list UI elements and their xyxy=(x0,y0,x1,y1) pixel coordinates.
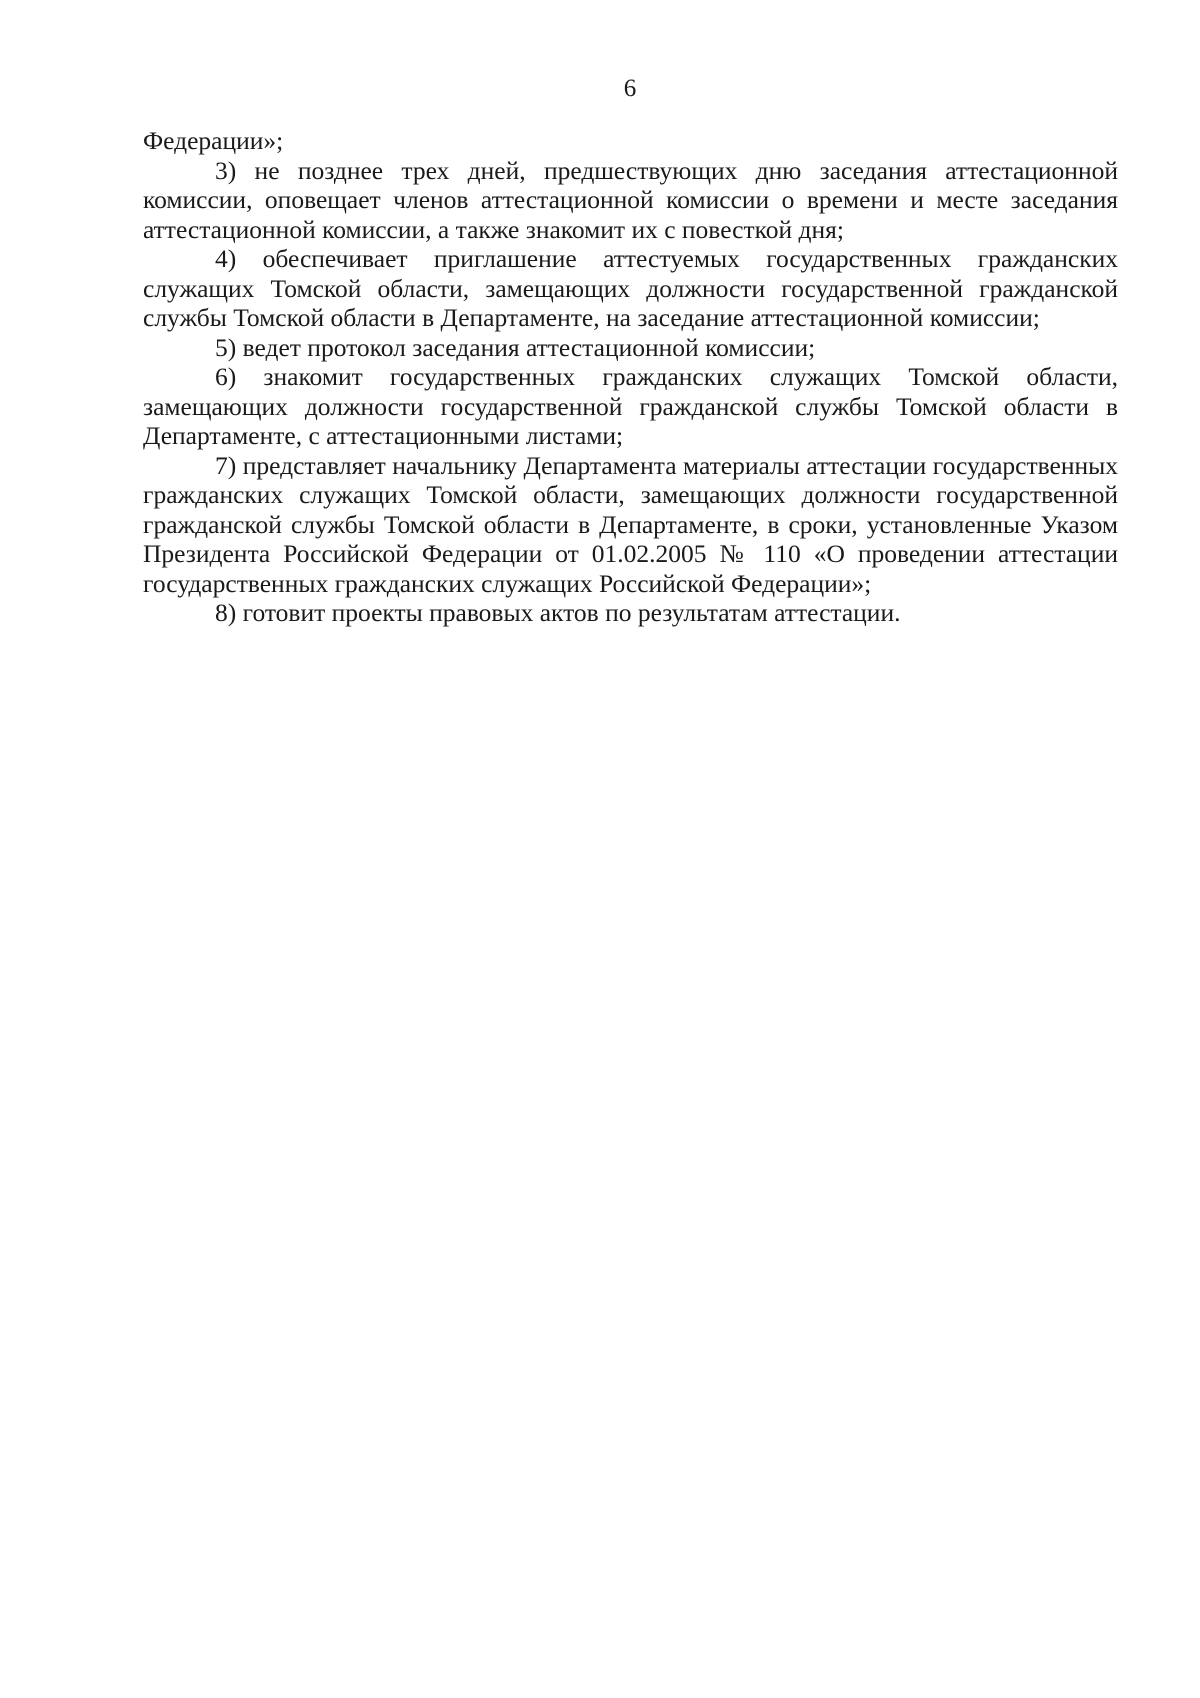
paragraph-continuation: Федерации»; xyxy=(143,126,284,155)
paragraph-item-8: 8) готовит проекты правовых актов по результатам аттестации. xyxy=(215,598,901,627)
paragraph-item-3: 3) не позднее трех дней, предшествующих дню заседания аттестационной комиссии, оповещает членов аттестационной комиссии о времени и месте заседания аттестационной комиссии, а также знакомит их с повесткой дня; xyxy=(143,155,1118,244)
document-body xyxy=(143,126,1118,628)
paragraph-item-5: 5) ведет протокол заседания аттестационной комиссии; xyxy=(215,332,816,362)
paragraph-item-6: 6) знакомит государственных гражданских служащих Томской области, замещающих должности государственной гражданской службы Томской области в Департаменте, с аттестационными листами; xyxy=(143,362,1118,450)
page-number: 6 xyxy=(623,75,637,102)
paragraph-item-4: 4) обеспечивает приглашение аттестуемых государственных гражданских служащих Томской области, замещающих должности государственной гражданской службы Томской области в Департаменте, на заседание аттестационной комиссии; xyxy=(143,244,1118,332)
paragraph-item-7: 7) представляет начальнику Департамента материалы аттестации государственных гражданских служащих Томской области, замещающих должности государственной гражданской службы Томской области в Департаменте, в сроки, установленные Указом Президента Российской Федерации от 01.02.2005 № 110 «О проведении аттестации государственных гражданских служащих Российской Федерации»; xyxy=(143,450,1118,598)
